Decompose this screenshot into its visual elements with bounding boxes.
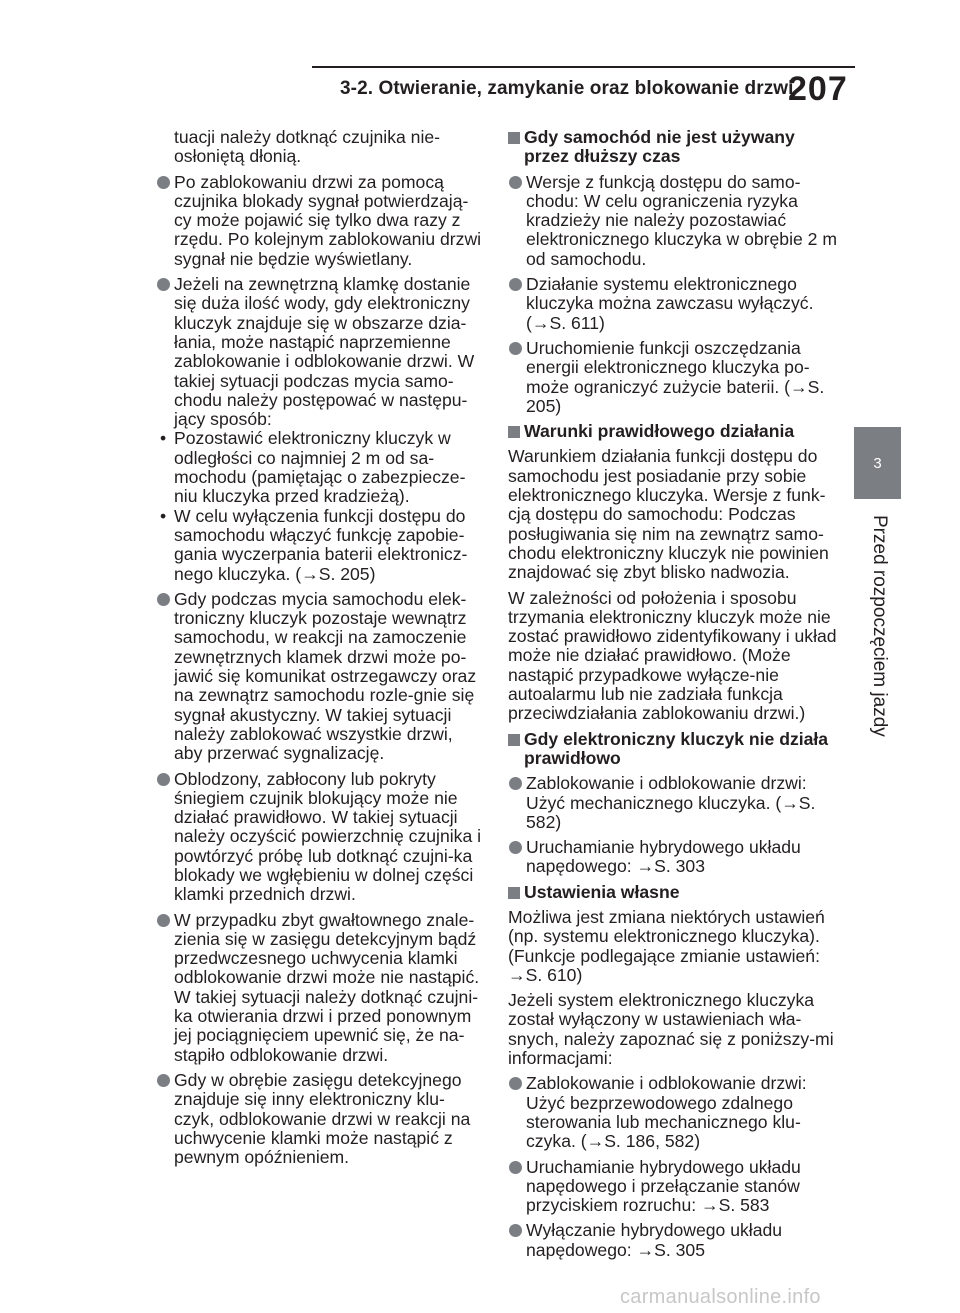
bullet-dot-icon xyxy=(509,176,522,189)
sub-bullet: • W celu wyłączenia funkcji dostępu do samochodu włączyć funkcję zapobie-gania wyczerpania baterii elektronicz-nego kluczyka. (→S. 205) xyxy=(160,505,468,584)
bullet-dot-icon xyxy=(157,593,170,606)
note-bullet: Gdy podczas mycia samochodu elek-troniczny kluczyk pozostaje wewnątrz samochodu, w reakcji na zamoczenie zewnętrznych klamek drzwi może po-jawić się komunikat ostrzegawczy oraz na zewnątrz samochodu rozle-gnie się sygnał akustyczny. W takiej sytuacji należy zablokować wszystkie drzwi, aby przerwać sygnalizację. xyxy=(156,590,484,764)
bullet-dot-icon xyxy=(157,278,170,291)
section-heading: Warunki prawidłowego działania xyxy=(508,422,838,441)
section-heading: Ustawienia własne xyxy=(508,883,838,902)
continuation-paragraph: tuacji należy dotknąć czujnika nie-osłoniętą dłonią. xyxy=(174,127,441,167)
left-column xyxy=(156,128,484,1173)
bullet-dot-icon xyxy=(157,773,170,786)
note-bullet: W przypadku zbyt gwałtownego znale-zienia się w zasięgu detekcyjnym bądź przedwczesnego uchwycenia klamki odblokowanie drzwi może nie nastąpić. W takiej sytuacji należy dotknąć czujni-ka otwierania drzwi i przed ponownym jej pociągnięciem upewnić się, że na-stąpiło odblokowanie drzwi. xyxy=(156,911,484,1065)
watermark-text: carmanualsonline.info xyxy=(620,1286,821,1308)
bullet-dot-icon xyxy=(509,1224,522,1237)
note-bullet: Zablokowanie i odblokowanie drzwi: Użyć bezprzewodowego zdalnego sterowania lub mechanicznego klu-czyka. (→S. 186, 582) xyxy=(508,1074,838,1151)
right-column xyxy=(508,128,838,1266)
note-bullet: Uruchamianie hybrydowego układu napędowego i przełączanie stanów przyciskiem rozruchu: →S. 583 xyxy=(508,1158,838,1216)
chapter-number: 3 xyxy=(873,454,882,472)
heading-square-icon xyxy=(508,887,520,899)
bullet-dot-icon xyxy=(509,1077,522,1090)
page-number: 207 xyxy=(788,70,848,108)
header-rule xyxy=(312,66,855,68)
heading-square-icon xyxy=(508,426,520,438)
section-heading: Gdy samochód nie jest używany przez dłuższy czas xyxy=(508,128,838,167)
section-heading: Gdy elektroniczny kluczyk nie działa prawidłowo xyxy=(508,730,838,769)
note-bullet: Gdy w obrębie zasięgu detekcyjnego znajduje się inny elektroniczny klu-czyk, odblokowanie drzwi w reakcji na uchwycenie klamki może nastąpić z pewnym opóźnieniem. xyxy=(156,1071,484,1167)
note-bullet: Po zablokowaniu drzwi za pomocą czujnika blokady sygnał potwierdzają-cy może pojawić się tylko dwa razy z rzędu. Po kolejnym zablokowaniu drzwi sygnał nie będzie wyświetlany. xyxy=(156,173,484,269)
chapter-title: Przed rozpoczęciem jazdy xyxy=(869,515,890,737)
bullet-dot-icon xyxy=(509,278,522,291)
note-bullet: Jeżeli na zewnętrzną klamkę dostanie się duża ilość wody, gdy elektroniczny kluczyk znajduje się w obszarze dzia-łania, może nastąpić naprzemienne zablokowanie i odblokowanie drzwi. W takiej sytuacji podczas mycia samo-chodu należy postępować w następu-jący sposób: xyxy=(156,275,484,429)
sub-bullet: • Pozostawić elektroniczny kluczyk w odległości co najmniej 2 m od sa-mochodu (pamiętając o zabezpiecze-niu kluczyka przed kradzieżą). xyxy=(160,428,466,507)
paragraph: Jeżeli system elektronicznego kluczyka został wyłączony w ustawieniach wła-snych, należy zapoznać się z poniższy-mi informacjami: xyxy=(508,990,834,1069)
paragraph: Możliwa jest zmiana niektórych ustawień (np. systemu elektronicznego kluczyka). (Funkcje podlegające zmianie ustawień: →S. 610) xyxy=(508,906,825,985)
continuation-text xyxy=(156,128,484,167)
note-bullet: Zablokowanie i odblokowanie drzwi: Użyć mechanicznego kluczyka. (→S. 582) xyxy=(508,774,838,832)
chapter-tab[interactable] xyxy=(854,427,901,499)
note-bullet: Uruchamianie hybrydowego układu napędowego: →S. 303 xyxy=(508,838,838,877)
bullet-dot-icon xyxy=(509,841,522,854)
note-bullet: Uruchomienie funkcji oszczędzania energii elektronicznego kluczyka po-może ograniczyć zużycie baterii. (→S. 205) xyxy=(508,339,838,416)
paragraph: Warunkiem działania funkcji dostępu do samochodu jest posiadanie przy sobie elektronicznego kluczyka. Wersje z funk-cją dostępu do samochodu: Podczas posługiwania się nim na zewnątrz samo-chodu elektroniczny kluczyk nie powinien znajdować się zbyt blisko nadwozia. xyxy=(508,446,829,583)
note-bullet: Wyłączanie hybrydowego układu napędowego: →S. 305 xyxy=(508,1221,838,1260)
note-bullet: Oblodzony, zabłocony lub pokryty śniegiem czujnik blokujący może nie działać prawidłowo. W takiej sytuacji należy oczyścić powierzchnię czujnika i powtórzyć próbę lub dotknąć czujni-ka blokady we wgłębieniu w dolnej części klamki przednich drzwi. xyxy=(156,770,484,905)
paragraph: W zależności od położenia i sposobu trzymania elektroniczny kluczyk może nie zostać prawidłowo zidentyfikowany i układ może nie działać prawidłowo. (Może nastąpić przypadkowe wyłącze-nie autoalarmu lub nie zadziała funkcja przeciwdziałania zablokowaniu drzwi.) xyxy=(508,587,837,724)
heading-square-icon xyxy=(508,734,520,746)
bullet-dot-icon xyxy=(157,914,170,927)
note-bullet: Wersje z funkcją dostępu do samo-chodu: W celu ograniczenia ryzyka kradzieży nie należy pozostawiać elektronicznego kluczyka w obrębie 2 m od samochodu. xyxy=(508,173,838,269)
bullet-dot-icon xyxy=(157,176,170,189)
section-title: 3-2. Otwieranie, zamykanie oraz blokowanie drzwi xyxy=(340,78,794,99)
bullet-dot-icon xyxy=(509,342,522,355)
bullet-dot-icon xyxy=(509,1161,522,1174)
bullet-dot-icon xyxy=(509,777,522,790)
bullet-dot-icon xyxy=(157,1074,170,1087)
heading-square-icon xyxy=(508,132,520,144)
note-bullet: Działanie systemu elektronicznego kluczyka można zawczasu wyłączyć. (→S. 611) xyxy=(508,275,838,333)
